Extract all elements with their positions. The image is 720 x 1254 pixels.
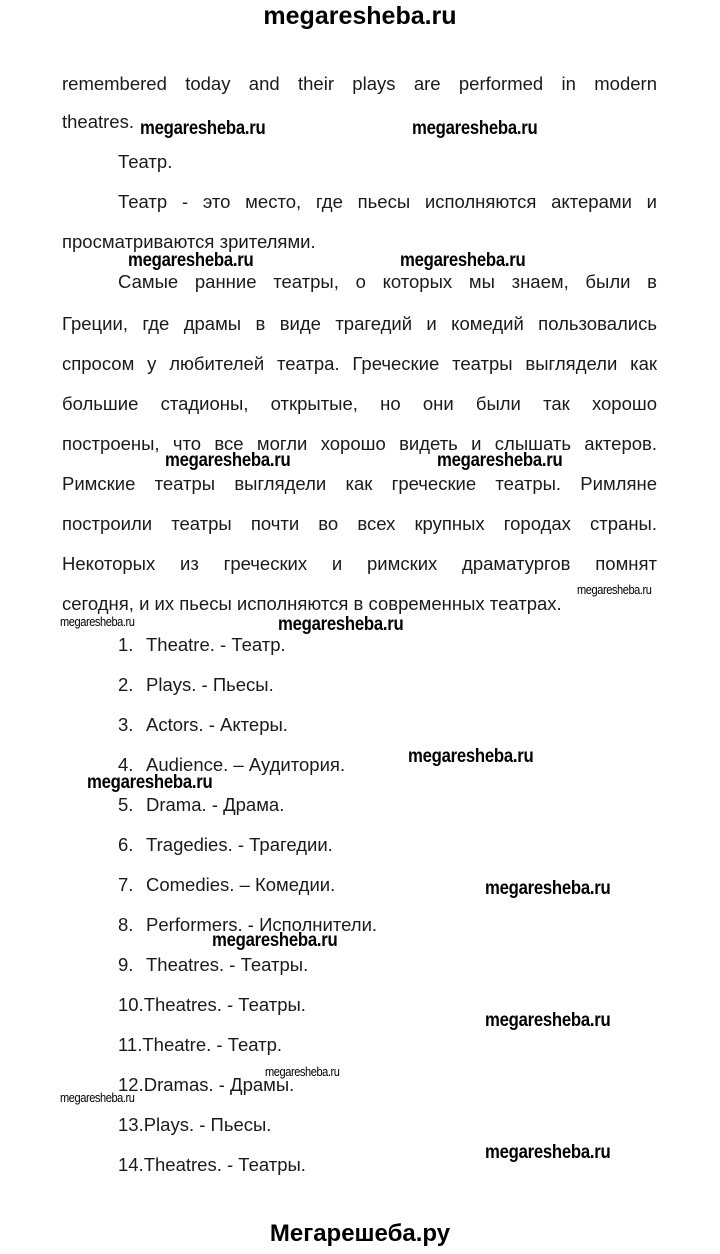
item-text: Dramas. - Драмы. <box>143 1074 295 1095</box>
site-header: megaresheba.ru <box>263 2 457 30</box>
translation-line: Некоторых из греческих и римских драматургов помнят <box>62 553 657 574</box>
item-text: Plays. - Пьесы. <box>143 1114 272 1135</box>
translation-line: большие стадионы, открытые, но они были так хорошо <box>62 393 657 414</box>
item-text: Theatres. - Театры. <box>143 1154 306 1175</box>
watermark: megaresheba.ru <box>485 1142 611 1163</box>
watermark: megaresheba.ru <box>408 746 534 767</box>
vocab-item <box>118 833 333 857</box>
translation-line: сегодня, и их пьесы исполняются в современных театрах. <box>62 593 562 614</box>
translation-line: Самые ранние театры, о которых мы знаем, были в <box>118 271 657 292</box>
english-line: theatres. <box>62 111 134 132</box>
item-text: Tragedies. - Трагедии. <box>146 834 333 855</box>
item-number: 14. <box>118 1154 144 1175</box>
english-line: remembered today and their plays are performed in modern <box>62 73 657 94</box>
vocab-item <box>118 713 288 737</box>
watermark: megaresheba.ru <box>485 1010 611 1031</box>
watermark-small: megaresheba.ru <box>60 1090 135 1105</box>
item-number: 13. <box>118 1114 144 1135</box>
vocab-item <box>118 873 335 897</box>
item-text: Performers. - Исполнители. <box>146 914 378 935</box>
item-number: 11. <box>118 1034 143 1055</box>
vocab-item <box>118 1033 282 1057</box>
watermark: megaresheba.ru <box>278 614 404 635</box>
watermark: megaresheba.ru <box>87 772 213 793</box>
translation-line: Греции, где драмы в виде трагедий и комедий пользовались <box>62 313 657 334</box>
item-number: 12. <box>118 1074 144 1095</box>
item-text: Drama. - Драма. <box>146 794 285 815</box>
item-text: Theatre. - Театр. <box>146 634 286 655</box>
item-number: 2. <box>118 674 134 695</box>
vocab-item <box>118 993 306 1017</box>
translation-line: Театр - это место, где пьесы исполняются актерами и <box>118 191 657 212</box>
vocab-item <box>118 793 284 817</box>
watermark: megaresheba.ru <box>412 118 538 139</box>
watermark: megaresheba.ru <box>212 930 338 951</box>
item-number: 9. <box>118 954 134 975</box>
site-footer: Мегарешеба.ру <box>269 1220 451 1247</box>
item-text: Theatres. - Театры. <box>146 954 309 975</box>
vocab-item <box>118 633 286 657</box>
translation-line: спросом у любителей театра. Греческие театры выглядели как <box>62 353 657 374</box>
vocab-item <box>118 673 274 697</box>
translation-line: построены, что все могли хорошо видеть и слышать актеров. <box>62 433 657 454</box>
item-number: 10. <box>118 994 144 1015</box>
item-number: 7. <box>118 874 134 895</box>
translation-title: Театр. <box>118 151 173 172</box>
item-number: 3. <box>118 714 134 735</box>
item-text: Actors. - Актеры. <box>146 714 288 735</box>
vocab-item <box>118 1153 306 1177</box>
watermark: megaresheba.ru <box>485 878 611 899</box>
item-number: 5. <box>118 794 134 815</box>
watermark-small: megaresheba.ru <box>60 614 135 629</box>
item-number: 4. <box>118 754 134 775</box>
vocab-item <box>118 953 308 977</box>
item-text: Theatre. - Театр. <box>142 1034 283 1055</box>
item-number: 1. <box>118 634 134 655</box>
translation-line: Римские театры выглядели как греческие театры. Римляне <box>62 473 657 494</box>
item-number: 8. <box>118 914 134 935</box>
watermark-small: megaresheba.ru <box>577 582 652 597</box>
watermark: megaresheba.ru <box>400 250 526 271</box>
watermark: megaresheba.ru <box>437 450 563 471</box>
item-text: Plays. - Пьесы. <box>146 674 274 695</box>
item-text: Theatres. - Театры. <box>143 994 306 1015</box>
watermark: megaresheba.ru <box>165 450 291 471</box>
item-text: Audience. – Аудитория. <box>146 754 346 775</box>
vocab-item <box>118 1113 271 1137</box>
watermark: megaresheba.ru <box>140 118 266 139</box>
watermark-small: megaresheba.ru <box>265 1064 340 1079</box>
translation-line: просматриваются зрителями. <box>62 231 316 252</box>
item-number: 6. <box>118 834 134 855</box>
translation-line: построили театры почти во всех крупных городах страны. <box>62 513 657 534</box>
watermark: megaresheba.ru <box>128 250 254 271</box>
item-text: Comedies. – Комедии. <box>146 874 336 895</box>
